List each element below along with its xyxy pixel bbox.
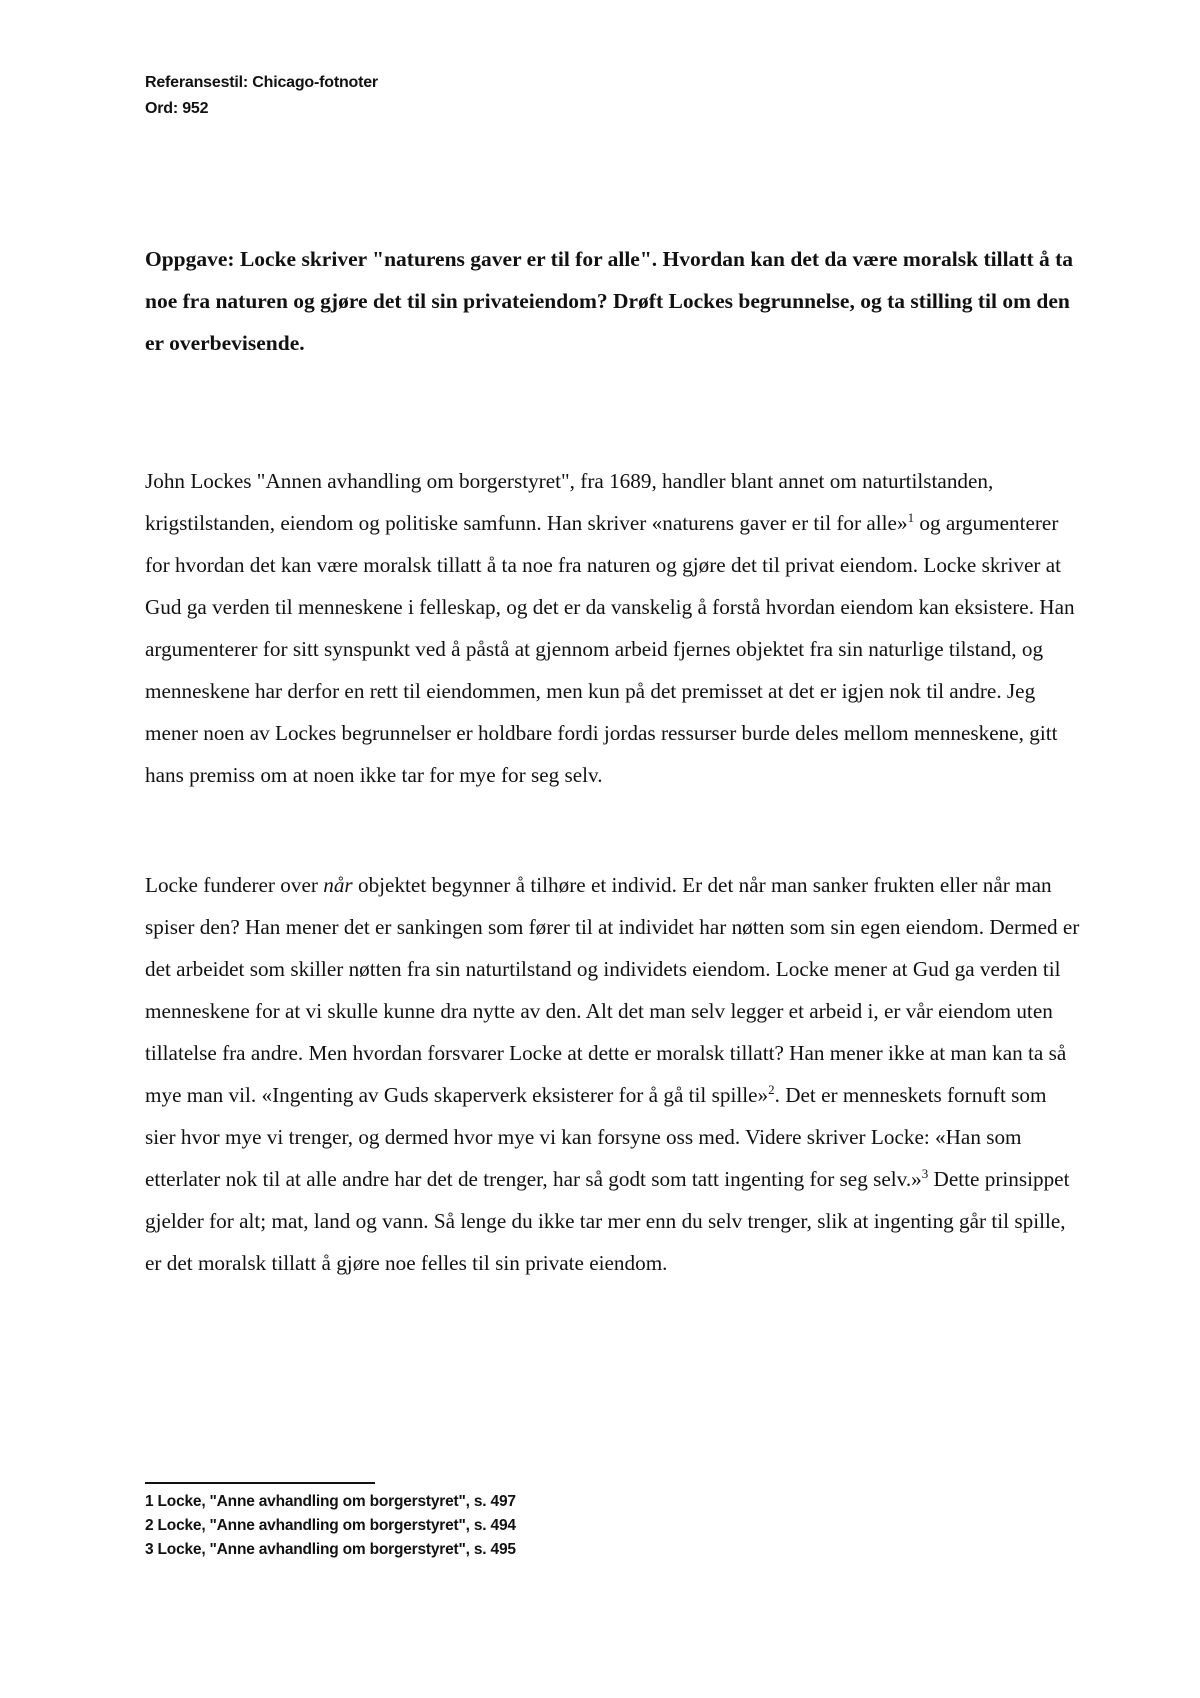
assignment-question: Oppgave: Locke skriver "naturens gaver er til for alle". Hvordan kan det da være moralsk tillatt å ta noe fra naturen og gjøre det til sin privateiendom? Drøft Lockes begrunnelse, og ta stilling til om den er overbevisende. [145, 247, 1074, 355]
reference-style: Referansestil: Chicago-fotnoter [145, 74, 378, 91]
paragraph-1 [145, 460, 1080, 796]
footnote-ref-2: 2 [768, 1081, 775, 1097]
footnote-2: 2 Locke, "Anne avhandling om borgerstyret", s. 494 [145, 1517, 516, 1534]
paragraph-1-text-b: og argumenterer for hvordan det kan være moralsk tillatt å ta noe fra naturen og gjøre det til privat eiendom. Locke skriver at Gud ga verden til menneskene i felleskap, og det er da vanskelig å forstå hvordan eiendom kan eksistere. Han argumenterer for sitt synspunkt ved å påstå at gjennom arbeid fjernes objektet fra sin naturlige tilstand, og menneskene har derfor en rett til eiendommen, men kun på det premisset at det er igjen nok til andre. Jeg mener noen av Lockes begrunnelser er holdbare fordi jordas ressurser burde deles mellom menneskene, gitt hans premiss om at noen ikke tar for mye for seg selv. [145, 511, 1075, 787]
paragraph-2-text-b: objektet begynner å tilhøre et individ. Er det når man sanker frukten eller når man spiser den? Han mener det er sankingen som fører til at individet har nøtten som sin egen eiendom. Dermed er det arbeidet som skiller nøtten fra sin naturtilstand og individets eiendom. Locke mener at Gud ga verden til menneskene for at vi skulle kunne dra nytte av den. Alt det man selv legger et arbeid i, er vår eiendom uten tillatelse fra andre. Men hvordan forsvarer Locke at dette er moralsk tillatt? Han mener ikke at man kan ta så mye man vil. «Ingenting av Guds skaperverk eksisterer for å gå til spille» [145, 873, 1080, 1107]
word-count: Ord: 952 [145, 100, 209, 117]
paragraph-1-text-a: John Lockes "Annen avhandling om borgerstyret", fra 1689, handler blant annet om naturtilstanden, krigstilstanden, eiendom og politiske samfunn. Han skriver «naturens gaver er til for alle» [145, 469, 994, 535]
paragraph-2-text-a: Locke funderer over [145, 873, 324, 897]
footnote-separator [145, 1482, 375, 1484]
paragraph-2 [145, 864, 1080, 1284]
emphasis-naar: når [323, 873, 353, 897]
footnote-1: 1 Locke, "Anne avhandling om borgerstyret", s. 497 [145, 1493, 516, 1510]
document-meta [145, 70, 378, 122]
paragraph-2-text-c: . Det er menneskets fornuft som sier hvor mye vi trenger, og dermed hvor mye vi kan forsyne oss med. Videre skriver Locke: «Han som etterlater nok til at alle andre har det de trenger, har så godt som tatt ingenting for seg selv.» [145, 1083, 1047, 1191]
paragraph-2-text-d: Dette prinsippet gjelder for alt; mat, land og vann. Så lenge du ikke tar mer enn du selv trenger, slik at ingenting går til spille, er det moralsk tillatt å gjøre noe felles til sin private eiendom. [145, 1167, 1070, 1275]
footnote-ref-1: 1 [907, 509, 915, 525]
footnotes [145, 1490, 516, 1562]
footnote-3: 3 Locke, "Anne avhandling om borgerstyret", s. 495 [145, 1541, 516, 1558]
footnote-ref-3: 3 [921, 1165, 929, 1181]
